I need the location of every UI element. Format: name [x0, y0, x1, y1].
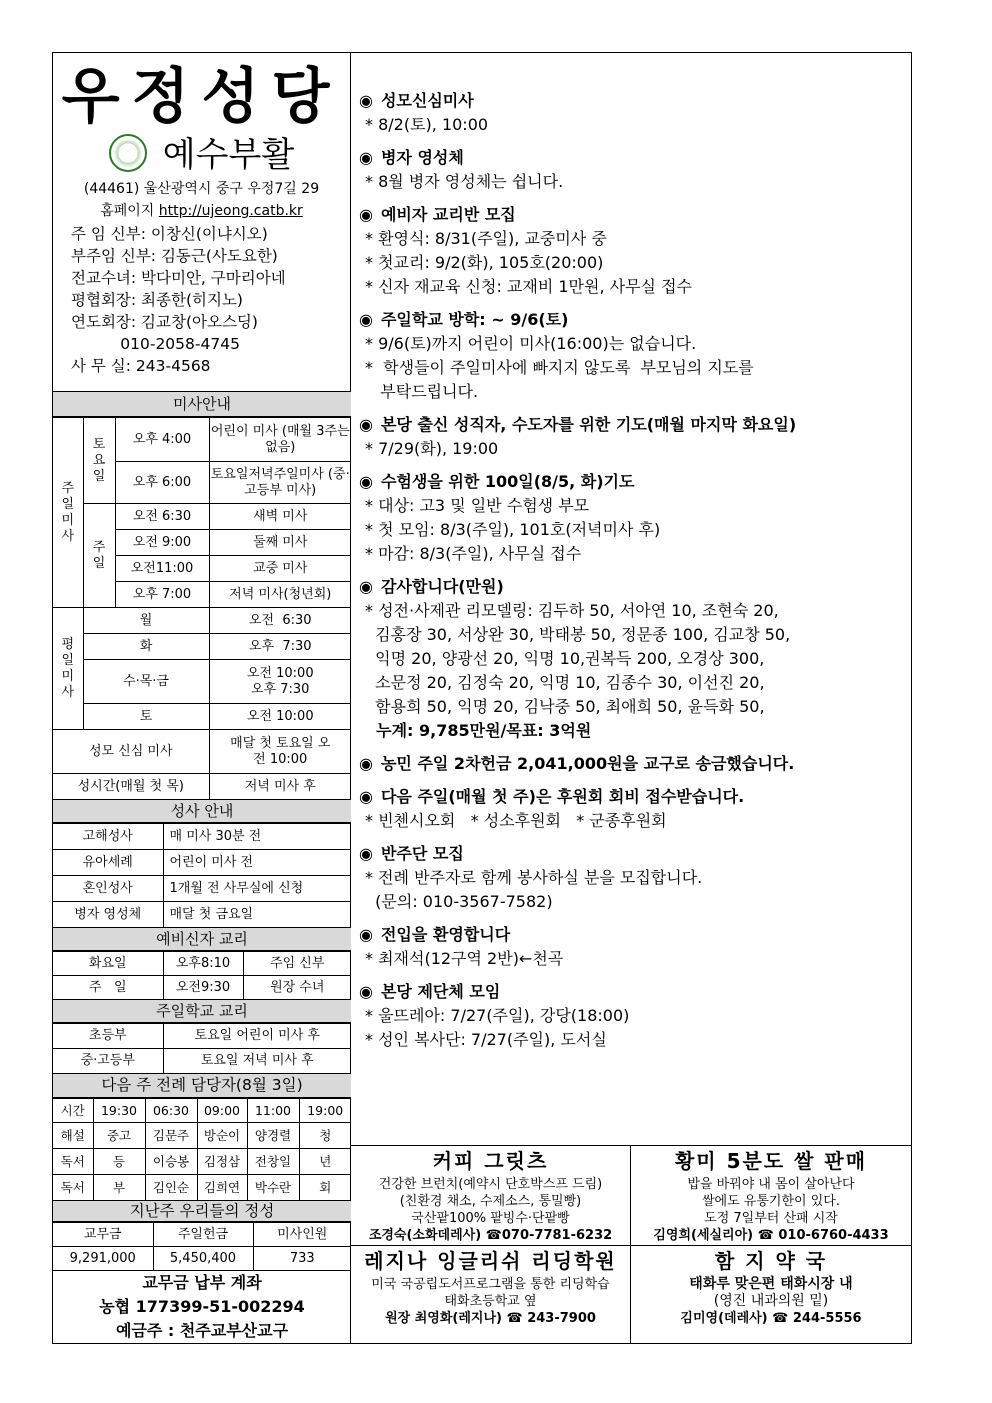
mass-desc: 토요일저녁주일미사 (중·고등부 미사) [209, 462, 351, 504]
marian-mass-value: 매달 첫 토요일 오전 10:00 [209, 730, 351, 774]
news-item [359, 203, 796, 299]
sacrament-value: 매달 첫 금요일 [163, 902, 351, 928]
sacrament-label: 유아세례 [53, 850, 163, 876]
duty-cell: 김인순 [145, 1175, 197, 1201]
ad-line: 태화루 맞은편 태화시장 내 [689, 1276, 853, 1292]
news-item [359, 785, 796, 833]
ad-name: 레지나 잉글리쉬 리딩학원 [364, 1249, 617, 1273]
ad-contact: 김미영(데레사) ☎ 244-5556 [680, 1311, 862, 1326]
ad-line: 국산팥100% 팥빙수·단팥빵 [411, 1211, 570, 1226]
mass-desc: 어린이 미사 (매월 3주는 없음) [209, 418, 351, 462]
catechumen-who: 원장 수녀 [243, 976, 351, 1000]
news-title-text: 반주단 모집 [380, 844, 464, 863]
news-line: * 성전·사제관 리모델링: 김두하 50, 서아연 10, 조현숙 20, [365, 601, 779, 620]
news-line: * 첫교리: 9/2(화), 105호(20:00) [365, 253, 604, 272]
catechumen-heading: 예비신자 교리 [53, 927, 351, 951]
mass-desc: 새벽 미사 [209, 504, 351, 530]
duty-cell: 박수란 [247, 1175, 299, 1201]
news-line: 소문정 20, 김정숙 20, 익명 10, 김종수 30, 이선진 20, [365, 673, 765, 692]
ad-pharmacy [631, 1246, 911, 1343]
news-title-text: 주일학교 방학: ~ 9/6(토) [380, 310, 569, 329]
sunday-school-table [53, 1023, 351, 1074]
ad-line: (영진 내과의원 밑) [713, 1293, 829, 1309]
duty-heading: 다음 주 전례 담당자(8월 3일) [53, 1073, 351, 1098]
news-title [359, 842, 796, 866]
news-item [359, 923, 796, 971]
subtitle-text: 예수부활 [162, 135, 295, 175]
catechumen-day: 화요일 [53, 952, 163, 976]
news-line: * 대상: 고3 및 일반 수험생 부모 [365, 496, 590, 515]
news-title-text: 본당 제단체 모임 [380, 982, 501, 1001]
ad-line: (친환경 채소, 수제소스, 통밀빵) [399, 1194, 582, 1209]
weekday-mass-label: 평일미사 [53, 608, 83, 730]
staff-line: 전교수녀: 박다미안, 구마리아네 [71, 269, 286, 287]
weekday-time: 오후 7:30 [209, 634, 351, 660]
offering-value: 9,291,000 [53, 1247, 153, 1271]
duty-col: 11:00 [247, 1099, 299, 1123]
bullet-icon: ◉ [359, 754, 373, 773]
news-line: * 빈첸시오회 * 성소후원회 * 군종후원회 [365, 811, 667, 830]
staff-list [71, 223, 286, 377]
holy-hour-label: 성시간(매월 첫 목) [53, 774, 209, 800]
news-line: 익명 20, 양광선 20, 익명 10,권복득 200, 오경상 300, [365, 649, 765, 668]
holy-hour-value: 저녁 미사 후 [209, 774, 351, 800]
duty-col: 시간 [53, 1099, 93, 1123]
duty-cell: 방순이 [197, 1123, 247, 1149]
homepage [53, 200, 350, 220]
bullet-icon: ◉ [359, 91, 373, 110]
news-line: * 첫 모임: 8/3(주일), 101호(저녁미사 후) [365, 520, 661, 539]
weekday-day: 토 [83, 704, 209, 730]
weekday-day: 수·목·금 [83, 660, 209, 704]
bullet-icon: ◉ [359, 415, 373, 434]
catechumen-day: 주 일 [53, 976, 163, 1000]
news-title-text: 병자 영성체 [380, 148, 464, 167]
homepage-link[interactable]: http://ujeong.catb.kr [158, 203, 303, 219]
sacrament-label: 혼인성사 [53, 876, 163, 902]
sacrament-value: 매 미사 30분 전 [163, 824, 351, 850]
ad-line: 미국 국공립도서프로그램을 통한 리딩학습 [371, 1277, 610, 1292]
mass-desc: 둘째 미사 [209, 530, 351, 556]
duty-cell: 독서 [53, 1175, 93, 1201]
duty-cell: 전창일 [247, 1149, 299, 1175]
ad-contact: 조경숙(소화데레사) ☎070-7781-6232 [368, 1228, 613, 1243]
news-line: * 성인 복사단: 7/27(주일), 도서실 [365, 1030, 607, 1049]
news-line: * 8월 병자 영성체는 쉽니다. [365, 172, 564, 191]
ads-area [351, 1145, 911, 1343]
staff-line: 평협회장: 최종한(히지노) [71, 291, 243, 309]
sacrament-label: 병자 영성체 [53, 902, 163, 928]
news-title [359, 308, 796, 332]
bullet-icon: ◉ [359, 844, 373, 863]
news-line: * 마감: 8/3(주일), 사무실 접수 [365, 544, 582, 563]
offering-value: 5,450,400 [153, 1247, 253, 1271]
news-title [359, 980, 796, 1004]
news-title-text: 농민 주일 2차헌금 2,041,000원을 교구로 송금했습니다. [380, 754, 795, 773]
diocese-logo-icon [109, 134, 147, 172]
mass-time: 오후 7:00 [115, 582, 209, 608]
duty-cell: 김희연 [197, 1175, 247, 1201]
news-title-text: 감사합니다(만원) [380, 577, 504, 596]
ad-coffee [351, 1146, 631, 1246]
mass-time: 오전 9:00 [115, 530, 209, 556]
news-line: (문의: 010-3567-7582) [365, 892, 553, 911]
sunday-school-heading: 주일학교 교리 [53, 999, 351, 1023]
ad-line: 쌀에도 유통기한이 있다. [702, 1194, 840, 1209]
bullet-icon: ◉ [359, 148, 373, 167]
news-line: 누계: 9,785만원/목표: 3억원 [365, 721, 592, 740]
news-line: * 환영식: 8/31(주일), 교중미사 중 [365, 229, 607, 248]
ad-line: 건강한 브런치(예약시 단호박스프 드림) [378, 1177, 603, 1192]
weekday-time: 오전 10:00 오후 7:30 [209, 660, 351, 704]
offering-heading: 지난주 우리들의 정성 [53, 1200, 351, 1222]
sunday-label: 주일 [83, 504, 115, 608]
offering-table [53, 1222, 351, 1271]
duty-col: 19:30 [93, 1099, 145, 1123]
duty-cell: 이승봉 [145, 1149, 197, 1175]
bullet-icon: ◉ [359, 205, 373, 224]
duty-cell: 김정삼 [197, 1149, 247, 1175]
catechumen-table [53, 951, 351, 1000]
school-value: 토요일 어린이 미사 후 [163, 1024, 351, 1049]
news-title-text: 본당 출신 성직자, 수도자를 위한 기도(매월 마지막 화요일) [380, 415, 797, 434]
ad-contact: 원장 최영화(레지나) ☎ 243-7900 [385, 1311, 596, 1326]
sunday-mass-label: 주일미사 [53, 418, 83, 608]
sacrament-value: 1개월 전 사무실에 신청 [163, 876, 351, 902]
news-item [359, 842, 796, 914]
catechumen-time: 오전9:30 [163, 976, 243, 1000]
duty-cell: 회 [299, 1175, 351, 1201]
news-title [359, 146, 796, 170]
news-line: * 전례 반주자로 함께 봉사하실 분을 모집합니다. [365, 868, 703, 887]
sacrament-table [53, 823, 351, 928]
duty-col: 06:30 [145, 1099, 197, 1123]
homepage-label: 홈페이지 [100, 203, 155, 219]
news-line: 김홍장 30, 서상완 30, 박태봉 50, 정문종 100, 김교창 50, [365, 625, 791, 644]
weekday-time: 오전 6:30 [209, 608, 351, 634]
mass-time: 오전11:00 [115, 556, 209, 582]
news-line: 부탁드립니다. [365, 382, 479, 401]
ad-line: 태화초등학교 옆 [444, 1294, 537, 1309]
news-title-text: 예비자 교리반 모집 [380, 205, 516, 224]
account-holder: 예금주 : 천주교부산교구 [115, 1321, 289, 1340]
news-line: * 7/29(화), 19:00 [365, 439, 499, 458]
news-title [359, 752, 796, 776]
staff-line: 사 무 실: 243-4568 [71, 357, 211, 375]
parish-subtitle [53, 133, 350, 177]
bullet-icon: ◉ [359, 310, 373, 329]
duty-cell: 년 [299, 1149, 351, 1175]
bullet-icon: ◉ [359, 472, 373, 491]
news-item [359, 980, 796, 1052]
staff-line: 주 임 신부: 이창신(이냐시오) [71, 225, 268, 243]
parish-title: 우정성당 [61, 62, 342, 132]
mass-time: 오전 6:30 [115, 504, 209, 530]
duty-cell: 해설 [53, 1123, 93, 1149]
duty-cell: 중고 [93, 1123, 145, 1149]
duty-cell: 독서 [53, 1149, 93, 1175]
bullet-icon: ◉ [359, 925, 373, 944]
ad-line: 밥을 바꿔야 내 몸이 살아난다 [687, 1177, 855, 1192]
news-item [359, 470, 796, 566]
account-title: 교무금 납부 계좌 [142, 1273, 262, 1292]
sacrament-heading: 성사 안내 [53, 799, 351, 823]
staff-line: 부주임 신부: 김동근(사도요한) [71, 247, 278, 265]
ad-rice [631, 1146, 911, 1246]
news-line: 함용희 50, 익명 20, 김낙중 50, 최애희 50, 윤득화 50, [365, 697, 765, 716]
catechumen-time: 오후8:10 [163, 952, 243, 976]
news-title-text: 전입을 환영합니다 [380, 925, 511, 944]
news-list [359, 89, 796, 1061]
catechumen-who: 주임 신부 [243, 952, 351, 976]
mass-desc: 교중 미사 [209, 556, 351, 582]
ad-name: 함 지 약 국 [714, 1249, 828, 1273]
news-line: * 학생들이 주일미사에 빠지지 않도록 부모님의 지도를 [365, 358, 754, 377]
news-title-text: 수험생을 위한 100일(8/5, 화)기도 [380, 472, 635, 491]
news-item [359, 89, 796, 137]
news-line: * 신자 재교육 신청: 교재비 1만원, 사무실 접수 [365, 277, 693, 296]
duty-table [53, 1098, 351, 1201]
left-column [53, 53, 351, 1343]
news-title [359, 575, 796, 599]
mass-heading: 미사안내 [53, 391, 351, 417]
ad-name: 황미 5분도 쌀 판매 [674, 1149, 868, 1173]
news-item [359, 308, 796, 404]
bullet-icon: ◉ [359, 577, 373, 596]
duty-cell: 부 [93, 1175, 145, 1201]
saturday-label: 토요일 [83, 418, 115, 504]
address: (44461) 울산광역시 중구 우정7길 29 [83, 181, 320, 197]
weekday-time: 오전 10:00 [209, 704, 351, 730]
offering-col: 주일헌금 [153, 1223, 253, 1247]
mass-time: 오후 4:00 [115, 418, 209, 462]
news-item [359, 575, 796, 743]
sacrament-value: 어린이 미사 전 [163, 850, 351, 876]
mass-desc: 저녁 미사(청년회) [209, 582, 351, 608]
duty-col: 19:00 [299, 1099, 351, 1123]
staff-line: 010-2058-4745 [71, 335, 240, 353]
school-label: 중·고등부 [53, 1049, 163, 1074]
offering-value: 733 [253, 1247, 351, 1271]
news-line: * 9/6(토)까지 어린이 미사(16:00)는 없습니다. [365, 334, 697, 353]
offering-col: 미사인원 [253, 1223, 351, 1247]
news-item [359, 146, 796, 194]
news-title [359, 470, 796, 494]
mass-time: 오후 6:00 [115, 462, 209, 504]
news-line: * 8/2(토), 10:00 [365, 115, 489, 134]
news-item [359, 752, 796, 776]
news-title [359, 89, 796, 113]
offering-col: 교무금 [53, 1223, 153, 1247]
bulletin-page [52, 52, 912, 1344]
news-line: * 최재석(12구역 2반)←천곡 [365, 949, 564, 968]
news-title [359, 413, 796, 437]
account-info [53, 1271, 351, 1343]
duty-cell: 김문주 [145, 1123, 197, 1149]
news-title [359, 785, 796, 809]
bullet-icon: ◉ [359, 982, 373, 1001]
school-value: 토요일 저녁 미사 후 [163, 1049, 351, 1074]
sacrament-label: 고해성사 [53, 824, 163, 850]
duty-col: 09:00 [197, 1099, 247, 1123]
school-label: 초등부 [53, 1024, 163, 1049]
staff-line: 연도회장: 김교창(아오스딩) [71, 313, 258, 331]
ad-name: 커피 그릿츠 [432, 1149, 549, 1173]
news-title-text: 다음 주일(매월 첫 주)은 후원회 회비 접수받습니다. [380, 787, 745, 806]
news-item [359, 413, 796, 461]
duty-cell: 등 [93, 1149, 145, 1175]
duty-cell: 양경렬 [247, 1123, 299, 1149]
news-title [359, 203, 796, 227]
weekday-day: 월 [83, 608, 209, 634]
duty-cell: 청 [299, 1123, 351, 1149]
marian-mass-label: 성모 신심 미사 [53, 730, 209, 774]
news-line: * 울뜨레아: 7/27(주일), 강당(18:00) [365, 1006, 630, 1025]
news-title [359, 923, 796, 947]
mass-table [53, 417, 351, 800]
news-title-text: 성모신심미사 [380, 91, 474, 110]
bullet-icon: ◉ [359, 787, 373, 806]
ad-line: 도정 7일부터 산패 시작 [704, 1211, 838, 1226]
ad-academy [351, 1246, 631, 1343]
ad-contact: 김영희(세실리아) ☎ 010-6760-4433 [653, 1228, 889, 1243]
weekday-day: 화 [83, 634, 209, 660]
account-number: 농협 177399-51-002294 [99, 1297, 305, 1316]
